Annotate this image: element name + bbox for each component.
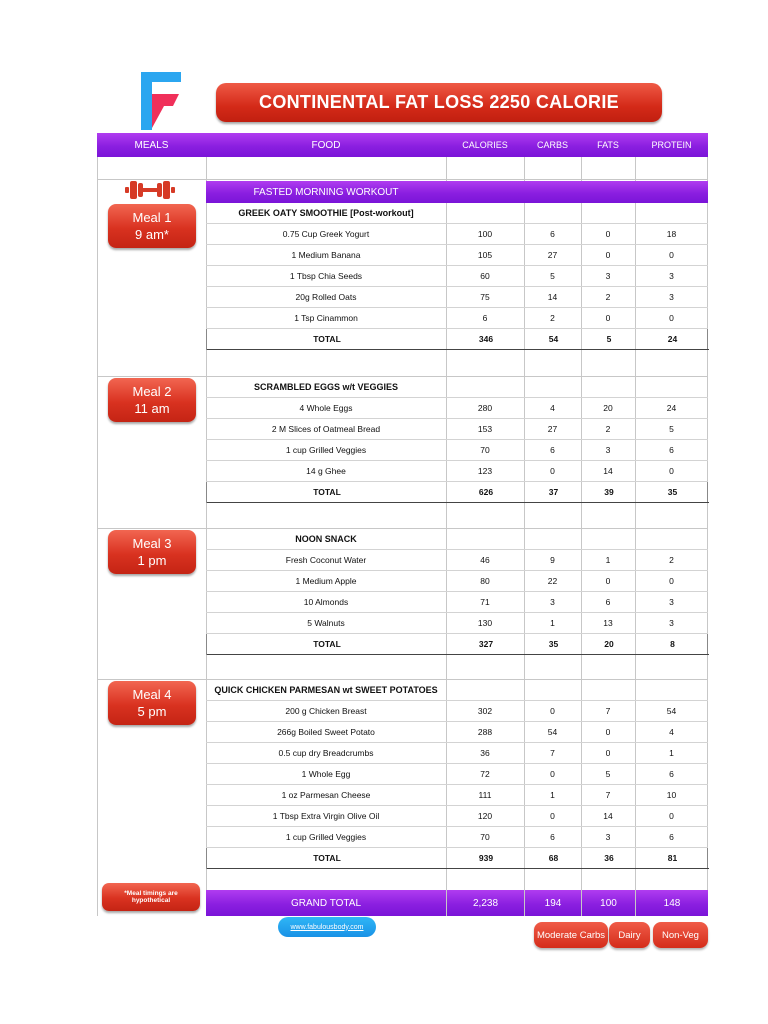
calories-cell: 70 bbox=[446, 440, 524, 461]
calories-cell: 75 bbox=[446, 287, 524, 308]
fats-cell: 0 bbox=[581, 224, 635, 245]
total-label: TOTAL bbox=[207, 482, 447, 503]
section-title: GREEK OATY SMOOTHIE [Post-workout] bbox=[206, 203, 446, 224]
food-cell: 266g Boiled Sweet Potato bbox=[206, 722, 446, 743]
table-row bbox=[206, 461, 708, 482]
meal-badge bbox=[108, 530, 196, 574]
food-cell: 0.5 cup dry Breadcrumbs bbox=[206, 743, 446, 764]
calories-cell: 111 bbox=[446, 785, 524, 806]
fats-cell: 0 bbox=[581, 571, 635, 592]
carbs-cell: 0 bbox=[524, 701, 581, 722]
protein-cell: 18 bbox=[635, 224, 708, 245]
total-carbs: 68 bbox=[525, 848, 582, 869]
food-cell: 1 Whole Egg bbox=[206, 764, 446, 785]
table-row bbox=[206, 245, 708, 266]
calories-cell: 60 bbox=[446, 266, 524, 287]
meal-time: 5 pm bbox=[137, 704, 167, 719]
table-row bbox=[206, 785, 708, 806]
total-protein: 81 bbox=[636, 848, 709, 869]
total-row bbox=[206, 848, 708, 869]
fats-cell: 0 bbox=[581, 245, 635, 266]
fats-cell: 1 bbox=[581, 550, 635, 571]
empty-cell bbox=[524, 203, 581, 224]
fats-cell: 0 bbox=[581, 722, 635, 743]
protein-cell: 24 bbox=[635, 398, 708, 419]
calories-cell: 100 bbox=[446, 224, 524, 245]
empty-cell bbox=[635, 529, 708, 550]
carbs-cell: 22 bbox=[524, 571, 581, 592]
fats-cell: 5 bbox=[581, 764, 635, 785]
carbs-cell: 9 bbox=[524, 550, 581, 571]
total-carbs: 37 bbox=[525, 482, 582, 503]
section-row bbox=[206, 529, 708, 550]
tag-non-veg: Non-Veg bbox=[653, 922, 708, 948]
meal-badge bbox=[108, 378, 196, 422]
total-protein: 24 bbox=[636, 329, 709, 350]
workout-row bbox=[206, 181, 708, 203]
grand-total-label: GRAND TOTAL bbox=[206, 890, 446, 916]
total-protein: 8 bbox=[636, 634, 709, 655]
empty-cell bbox=[581, 529, 635, 550]
empty-cell bbox=[635, 680, 708, 701]
protein-cell: 0 bbox=[635, 308, 708, 329]
protein-cell: 6 bbox=[635, 764, 708, 785]
protein-cell: 5 bbox=[635, 419, 708, 440]
table-row bbox=[206, 613, 708, 634]
total-calories: 939 bbox=[447, 848, 525, 869]
protein-cell: 6 bbox=[635, 827, 708, 848]
calories-cell: 71 bbox=[446, 592, 524, 613]
calories-cell: 36 bbox=[446, 743, 524, 764]
fats-cell: 0 bbox=[581, 743, 635, 764]
grand-total-row bbox=[97, 890, 708, 916]
header-carbs: CARBS bbox=[536, 140, 568, 150]
empty-cell bbox=[524, 377, 581, 398]
section-row bbox=[206, 377, 708, 398]
total-fats: 39 bbox=[582, 482, 636, 503]
protein-cell: 3 bbox=[635, 592, 708, 613]
food-cell: 20g Rolled Oats bbox=[206, 287, 446, 308]
grand-total-fats: 100 bbox=[582, 890, 635, 916]
food-cell: 4 Whole Eggs bbox=[206, 398, 446, 419]
table-row bbox=[206, 722, 708, 743]
table-header bbox=[97, 133, 708, 157]
table-row bbox=[206, 701, 708, 722]
fats-cell: 7 bbox=[581, 701, 635, 722]
carbs-cell: 27 bbox=[524, 419, 581, 440]
total-fats: 20 bbox=[582, 634, 636, 655]
fats-cell: 13 bbox=[581, 613, 635, 634]
empty-cell bbox=[524, 680, 581, 701]
fats-cell: 3 bbox=[581, 440, 635, 461]
calories-cell: 46 bbox=[446, 550, 524, 571]
grid-line bbox=[97, 133, 98, 916]
total-calories: 327 bbox=[447, 634, 525, 655]
carbs-cell: 0 bbox=[524, 461, 581, 482]
table-row bbox=[206, 398, 708, 419]
table-row bbox=[206, 308, 708, 329]
fats-cell: 2 bbox=[581, 287, 635, 308]
carbs-cell: 2 bbox=[524, 308, 581, 329]
fats-cell: 6 bbox=[581, 592, 635, 613]
brand-logo-icon bbox=[137, 72, 183, 130]
table-row bbox=[206, 419, 708, 440]
page-title: CONTINENTAL FAT LOSS 2250 CALORIE bbox=[216, 83, 662, 122]
calories-cell: 280 bbox=[446, 398, 524, 419]
carbs-cell: 4 bbox=[524, 398, 581, 419]
meal-time: 9 am* bbox=[135, 227, 169, 242]
workout-label: FASTED MORNING WORKOUT bbox=[253, 186, 399, 198]
protein-cell: 54 bbox=[635, 701, 708, 722]
fats-cell: 7 bbox=[581, 785, 635, 806]
food-cell: 1 Tbsp Extra Virgin Olive Oil bbox=[206, 806, 446, 827]
calories-cell: 288 bbox=[446, 722, 524, 743]
meal-timing-note: *Meal timings are hypothetical bbox=[102, 883, 200, 911]
carbs-cell: 14 bbox=[524, 287, 581, 308]
meal-time: 11 am bbox=[134, 401, 170, 416]
calories-cell: 72 bbox=[446, 764, 524, 785]
fats-cell: 2 bbox=[581, 419, 635, 440]
food-cell: 1 cup Grilled Veggies bbox=[206, 440, 446, 461]
table-row bbox=[206, 592, 708, 613]
total-row bbox=[206, 634, 708, 655]
total-label: TOTAL bbox=[207, 848, 447, 869]
empty-cell bbox=[446, 377, 524, 398]
protein-cell: 0 bbox=[635, 245, 708, 266]
carbs-cell: 54 bbox=[524, 722, 581, 743]
carbs-cell: 0 bbox=[524, 806, 581, 827]
table-row bbox=[206, 743, 708, 764]
food-cell: 1 Medium Banana bbox=[206, 245, 446, 266]
total-carbs: 54 bbox=[525, 329, 582, 350]
protein-cell: 3 bbox=[635, 266, 708, 287]
empty-cell bbox=[635, 377, 708, 398]
total-carbs: 35 bbox=[525, 634, 582, 655]
empty-cell bbox=[446, 203, 524, 224]
protein-cell: 10 bbox=[635, 785, 708, 806]
calories-cell: 80 bbox=[446, 571, 524, 592]
section-title: QUICK CHICKEN PARMESAN wt SWEET POTATOES bbox=[206, 680, 446, 701]
table-row bbox=[206, 266, 708, 287]
total-fats: 36 bbox=[582, 848, 636, 869]
dumbbell-icon bbox=[125, 178, 175, 202]
total-label: TOTAL bbox=[207, 329, 447, 350]
carbs-cell: 6 bbox=[524, 827, 581, 848]
food-cell: Fresh Coconut Water bbox=[206, 550, 446, 571]
grand-total-carbs: 194 bbox=[525, 890, 581, 916]
carbs-cell: 1 bbox=[524, 613, 581, 634]
protein-cell: 0 bbox=[635, 806, 708, 827]
total-fats: 5 bbox=[582, 329, 636, 350]
carbs-cell: 6 bbox=[524, 440, 581, 461]
empty-cell bbox=[581, 203, 635, 224]
food-cell: 14 g Ghee bbox=[206, 461, 446, 482]
carbs-cell: 1 bbox=[524, 785, 581, 806]
row-divider bbox=[97, 179, 708, 180]
tag-dairy: Dairy bbox=[609, 922, 650, 948]
protein-cell: 0 bbox=[635, 461, 708, 482]
food-cell: 2 M Slices of Oatmeal Bread bbox=[206, 419, 446, 440]
protein-cell: 2 bbox=[635, 550, 708, 571]
fats-cell: 0 bbox=[581, 308, 635, 329]
empty-cell bbox=[581, 680, 635, 701]
meal-label: Meal 3 bbox=[132, 536, 172, 551]
calories-cell: 70 bbox=[446, 827, 524, 848]
carbs-cell: 0 bbox=[524, 764, 581, 785]
table-row bbox=[206, 806, 708, 827]
protein-cell: 3 bbox=[635, 613, 708, 634]
meal-badge bbox=[108, 204, 196, 248]
tag-moderate-carbs: Moderate Carbs bbox=[534, 922, 608, 948]
table-row bbox=[206, 764, 708, 785]
table-row bbox=[206, 287, 708, 308]
grand-total-protein: 148 bbox=[636, 890, 708, 916]
protein-cell: 4 bbox=[635, 722, 708, 743]
empty-cell bbox=[446, 680, 524, 701]
header-meals: MEALS bbox=[134, 139, 169, 151]
meal-plan-table bbox=[97, 133, 708, 916]
section-row bbox=[206, 203, 708, 224]
header-fats: FATS bbox=[597, 140, 619, 150]
food-cell: 1 Tsp Cinammon bbox=[206, 308, 446, 329]
table-row bbox=[206, 571, 708, 592]
calories-cell: 105 bbox=[446, 245, 524, 266]
calories-cell: 6 bbox=[446, 308, 524, 329]
fats-cell: 14 bbox=[581, 806, 635, 827]
calories-cell: 153 bbox=[446, 419, 524, 440]
carbs-cell: 6 bbox=[524, 224, 581, 245]
header-calories: CALORIES bbox=[462, 140, 508, 150]
fats-cell: 20 bbox=[581, 398, 635, 419]
grand-total-calories: 2,238 bbox=[447, 890, 524, 916]
food-cell: 200 g Chicken Breast bbox=[206, 701, 446, 722]
table-row bbox=[206, 827, 708, 848]
protein-cell: 6 bbox=[635, 440, 708, 461]
empty-cell bbox=[581, 377, 635, 398]
empty-cell bbox=[524, 529, 581, 550]
header-food: FOOD bbox=[311, 139, 341, 151]
protein-cell: 3 bbox=[635, 287, 708, 308]
table-row bbox=[206, 440, 708, 461]
meal-badge bbox=[108, 681, 196, 725]
protein-cell: 1 bbox=[635, 743, 708, 764]
food-cell: 1 Medium Apple bbox=[206, 571, 446, 592]
carbs-cell: 27 bbox=[524, 245, 581, 266]
total-protein: 35 bbox=[636, 482, 709, 503]
section-title: SCRAMBLED EGGS w/t VEGGIES bbox=[206, 377, 446, 398]
meal-label: Meal 2 bbox=[132, 384, 172, 399]
total-label: TOTAL bbox=[207, 634, 447, 655]
carbs-cell: 5 bbox=[524, 266, 581, 287]
meal-label: Meal 4 bbox=[132, 687, 172, 702]
total-row bbox=[206, 482, 708, 503]
table-row bbox=[206, 224, 708, 245]
total-row bbox=[206, 329, 708, 350]
food-cell: 5 Walnuts bbox=[206, 613, 446, 634]
empty-cell bbox=[446, 529, 524, 550]
meal-time: 1 pm bbox=[137, 553, 167, 568]
fats-cell: 3 bbox=[581, 827, 635, 848]
empty-cell bbox=[635, 203, 708, 224]
calories-cell: 130 bbox=[446, 613, 524, 634]
food-cell: 1 Tbsp Chia Seeds bbox=[206, 266, 446, 287]
total-calories: 626 bbox=[447, 482, 525, 503]
food-cell: 1 oz Parmesan Cheese bbox=[206, 785, 446, 806]
food-cell: 10 Almonds bbox=[206, 592, 446, 613]
food-cell: 1 cup Grilled Veggies bbox=[206, 827, 446, 848]
protein-cell: 0 bbox=[635, 571, 708, 592]
website-link[interactable]: www.fabulousbody.com bbox=[278, 917, 376, 937]
header-protein: PROTEIN bbox=[651, 140, 692, 150]
calories-cell: 302 bbox=[446, 701, 524, 722]
section-row bbox=[206, 680, 708, 701]
fats-cell: 3 bbox=[581, 266, 635, 287]
fats-cell: 14 bbox=[581, 461, 635, 482]
meal-label: Meal 1 bbox=[132, 210, 172, 225]
calories-cell: 120 bbox=[446, 806, 524, 827]
carbs-cell: 3 bbox=[524, 592, 581, 613]
total-calories: 346 bbox=[447, 329, 525, 350]
table-row bbox=[206, 550, 708, 571]
calories-cell: 123 bbox=[446, 461, 524, 482]
carbs-cell: 7 bbox=[524, 743, 581, 764]
section-title: NOON SNACK bbox=[206, 529, 446, 550]
food-cell: 0.75 Cup Greek Yogurt bbox=[206, 224, 446, 245]
